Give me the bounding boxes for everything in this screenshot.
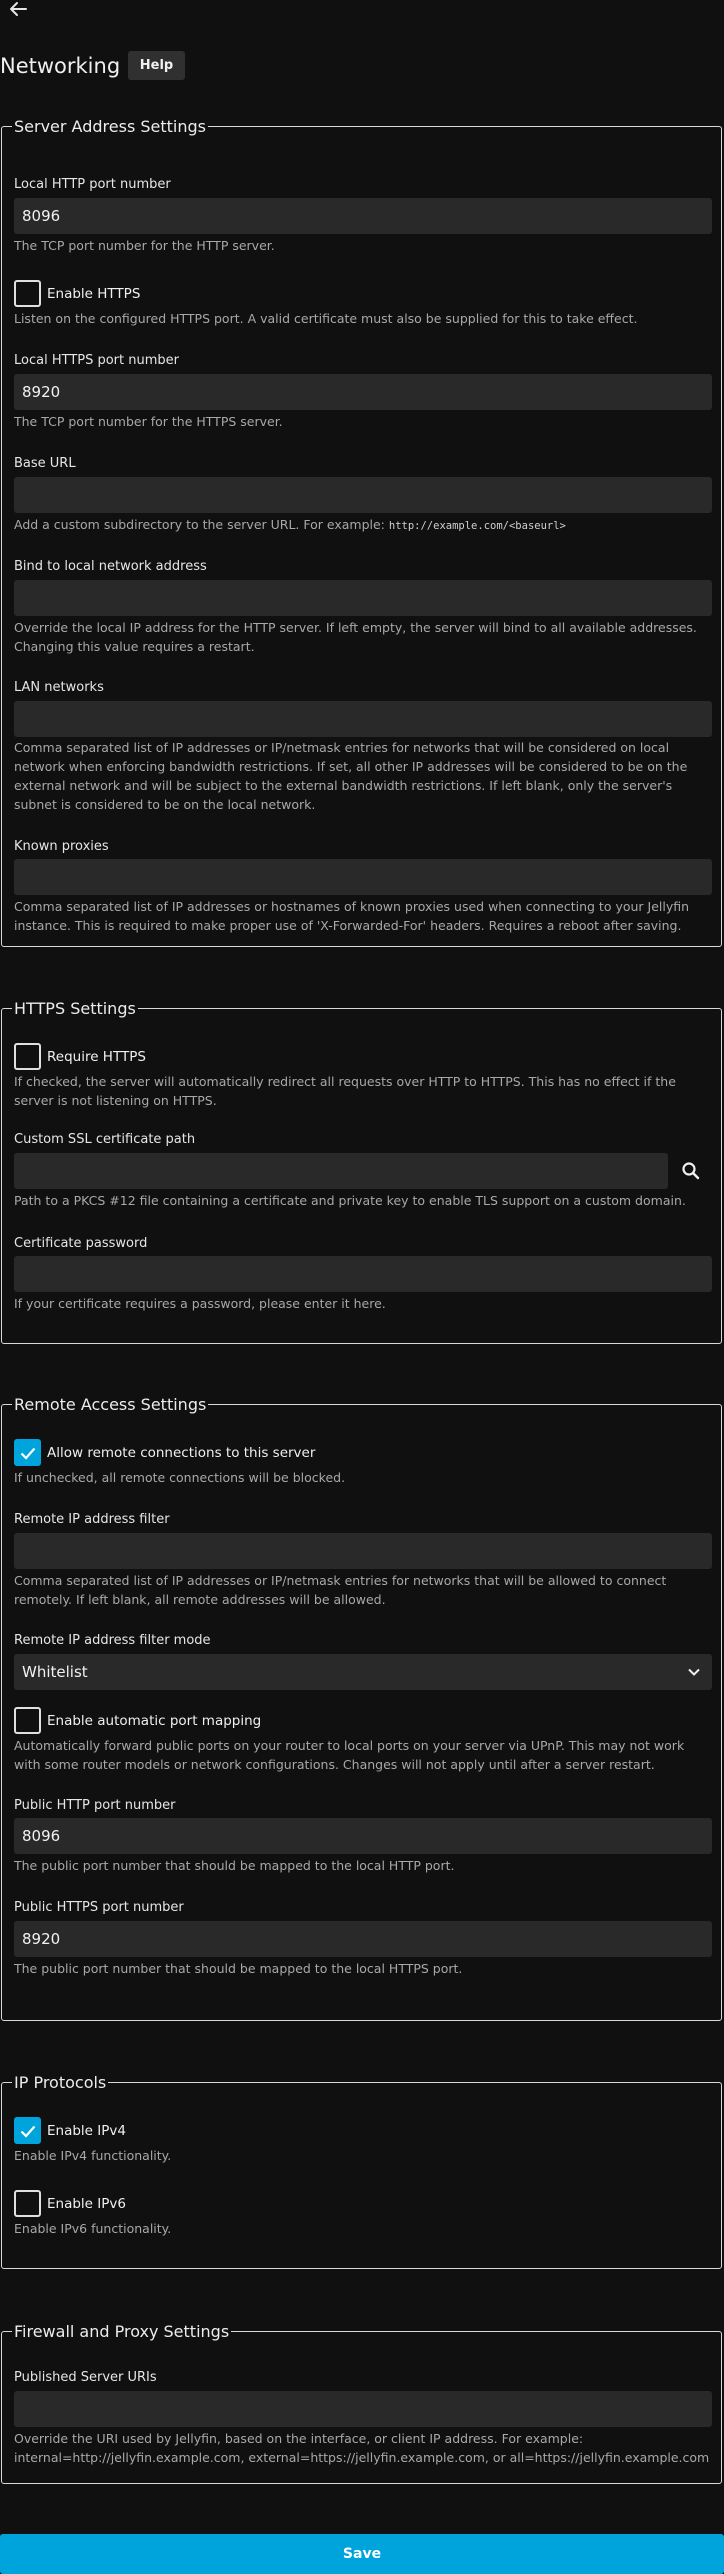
filter-mode-value: Whitelist <box>22 1663 88 1681</box>
ip-filter-input[interactable] <box>14 1533 712 1569</box>
base-url-example: http://example.com/<baseurl> <box>388 520 566 532</box>
cert-path-help: Path to a PKCS #12 file containing a certificate and private key to enable TLS support on a custom domain. <box>14 1193 686 1208</box>
require-https-label: Require HTTPS <box>47 1049 146 1065</box>
ip-filter-help: Comma separated list of IP addresses or IP/netmask entries for networks that will be allowed to connect remotely. If left blank, all remote addresses will be allowed. <box>14 1573 667 1607</box>
public-https-help: The public port number that should be mapped to the local HTTPS port. <box>14 1961 463 1976</box>
enable-https-label: Enable HTTPS <box>47 286 141 302</box>
filter-mode-select[interactable] <box>14 1654 712 1690</box>
ipv6-label: Enable IPv6 <box>47 2196 126 2212</box>
back-arrow-icon[interactable] <box>6 0 30 18</box>
check-icon <box>19 2122 37 2140</box>
page-title: Networking <box>0 54 121 78</box>
published-uris-input[interactable] <box>14 2391 712 2427</box>
enable-https-checkbox[interactable] <box>14 280 41 307</box>
section-legend: Remote Access Settings <box>14 1395 207 1414</box>
cert-password-input[interactable] <box>14 1256 712 1292</box>
base-url-input[interactable] <box>14 477 712 513</box>
save-button[interactable]: Save <box>0 2534 724 2574</box>
https-port-input[interactable]: 8920 <box>14 374 712 410</box>
section-legend: Firewall and Proxy Settings <box>14 2322 230 2341</box>
port-mapping-label: Enable automatic port mapping <box>47 1713 262 1729</box>
ipv4-label: Enable IPv4 <box>47 2123 126 2139</box>
help-button[interactable]: Help <box>128 51 185 80</box>
published-uris-label: Published Server URIs <box>14 2370 157 2385</box>
https-settings <box>1 999 722 1344</box>
chevron-down-icon <box>686 1664 702 1680</box>
port-mapping-help: Automatically forward public ports on your router to local ports on your server via UPnP. This may not work with some router models or network configurations. Changes will not apply until after a server restart. <box>14 1738 685 1772</box>
bind-address-help: Override the local IP address for the HTTP server. If left empty, the server will bind to all available addresses. Changing this value requires a restart. <box>14 620 697 654</box>
base-url-help <box>14 515 714 536</box>
section-legend: Server Address Settings <box>14 117 206 136</box>
public-http-label: Public HTTP port number <box>14 1798 176 1813</box>
ipv4-checkbox[interactable] <box>14 2117 41 2144</box>
require-https-help: If checked, the server will automatically redirect all requests over HTTP to HTTPS. This has no effect if the server is not listening on HTTPS. <box>14 1074 676 1108</box>
filter-mode-label: Remote IP address filter mode <box>14 1633 211 1648</box>
public-https-label: Public HTTPS port number <box>14 1900 184 1915</box>
check-icon <box>19 1444 37 1462</box>
ipv6-checkbox[interactable] <box>14 2190 41 2217</box>
https-port-help: The TCP port number for the HTTPS server. <box>14 414 283 429</box>
https-port-label: Local HTTPS port number <box>14 353 179 368</box>
lan-networks-input[interactable] <box>14 701 712 737</box>
ip-filter-label: Remote IP address filter <box>14 1512 170 1527</box>
port-mapping-checkbox[interactable] <box>14 1707 41 1734</box>
bind-address-label: Bind to local network address <box>14 559 207 574</box>
public-http-input[interactable]: 8096 <box>14 1818 712 1854</box>
base-url-label: Base URL <box>14 456 76 471</box>
published-uris-help: Override the URI used by Jellyfin, based on the interface, or client IP address. For example: internal=http://jellyfin.example.com, external=https://jellyfin.example.com, or all=https://jellyfin.example.com <box>14 2431 710 2465</box>
public-http-help: The public port number that should be mapped to the local HTTP port. <box>14 1858 455 1873</box>
lan-networks-help: Comma separated list of IP addresses or IP/netmask entries for networks that will be considered on local network when enforcing bandwidth restrictions. If set, all other IP addresses will be considered to be on the external network and will be subject to the external bandwidth restrictions. If left blank, only the server's subnet is considered to be on the local network. <box>14 740 688 812</box>
section-legend: IP Protocols <box>14 2073 107 2092</box>
server-address-settings <box>1 117 722 947</box>
base-url-help-text: Add a custom subdirectory to the server URL. For example: <box>14 517 389 532</box>
lan-networks-label: LAN networks <box>14 680 104 695</box>
cert-path-label: Custom SSL certificate path <box>14 1132 196 1147</box>
firewall-proxy-settings <box>1 2322 722 2484</box>
allow-remote-label: Allow remote connections to this server <box>47 1445 316 1461</box>
http-port-help: The TCP port number for the HTTP server. <box>14 238 275 253</box>
require-https-checkbox[interactable] <box>14 1043 41 1070</box>
section-legend: HTTPS Settings <box>14 999 136 1018</box>
allow-remote-help: If unchecked, all remote connections will be blocked. <box>14 1470 346 1485</box>
search-icon[interactable] <box>680 1160 702 1182</box>
cert-password-label: Certificate password <box>14 1236 148 1251</box>
bind-address-input[interactable] <box>14 580 712 616</box>
remote-access-settings <box>1 1395 722 2021</box>
ipv4-help: Enable IPv4 functionality. <box>14 2148 172 2163</box>
cert-path-input[interactable] <box>14 1153 668 1189</box>
enable-https-help: Listen on the configured HTTPS port. A valid certificate must also be supplied for this to take effect. <box>14 311 638 326</box>
known-proxies-input[interactable] <box>14 859 712 895</box>
public-https-input[interactable]: 8920 <box>14 1921 712 1957</box>
known-proxies-help: Comma separated list of IP addresses or hostnames of known proxies used when connecting to your Jellyfin instance. This is required to make proper use of 'X-Forwarded-For' headers. Requires a reboot after saving. <box>14 899 690 933</box>
allow-remote-checkbox[interactable] <box>14 1439 41 1466</box>
ipv6-help: Enable IPv6 functionality. <box>14 2221 172 2236</box>
ip-protocols <box>1 2073 722 2269</box>
cert-password-help: If your certificate requires a password, please enter it here. <box>14 1296 386 1311</box>
http-port-input[interactable]: 8096 <box>14 198 712 234</box>
known-proxies-label: Known proxies <box>14 839 109 854</box>
http-port-label: Local HTTP port number <box>14 177 171 192</box>
